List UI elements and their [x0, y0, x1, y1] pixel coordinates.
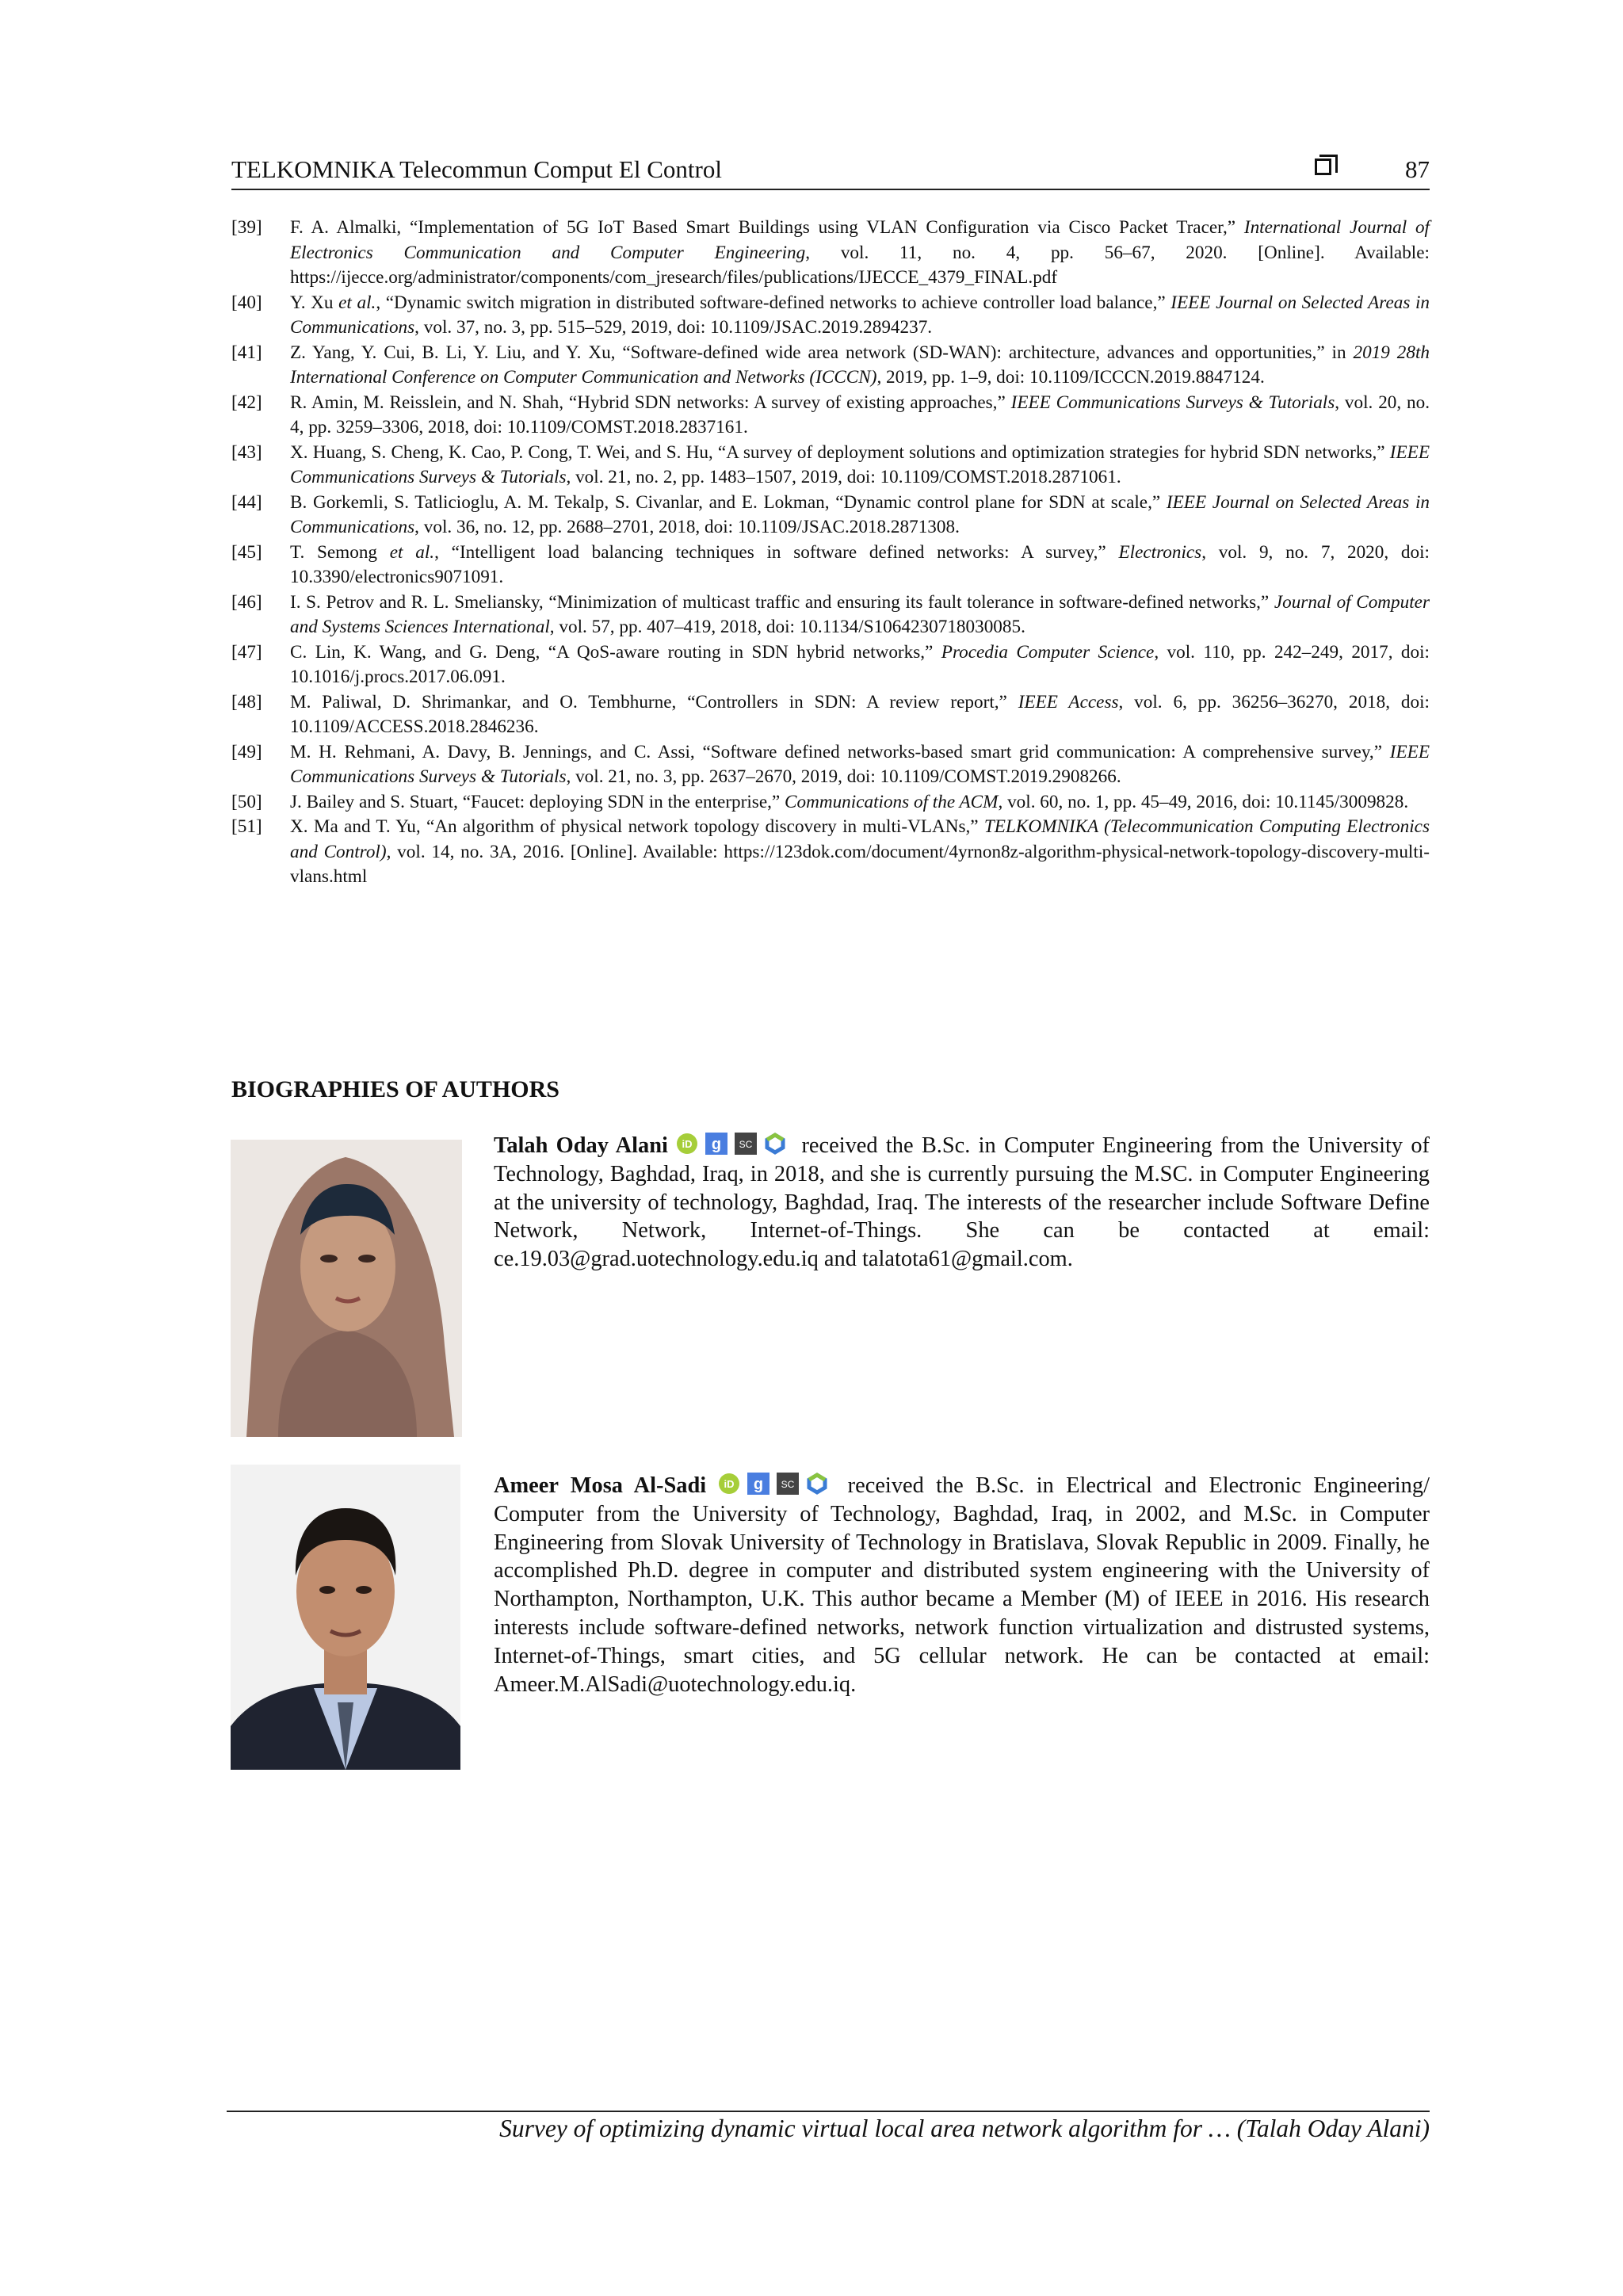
- reference-text: , vol. 21, no. 2, pp. 1483–1507, 2019, doi: 10.1109/COMST.2018.2871061.: [566, 467, 1121, 487]
- reference-text: M. H. Rehmani, A. Davy, B. Jennings, and C. Assi, “Software defined networks-based smart grid communication: A comprehensive survey,”: [290, 741, 1390, 762]
- reference-venue: International Journal of Electronics Communication and Computer Engineering: [290, 217, 1430, 263]
- reference-text: , vol. 14, no. 3A, 2016. [Online]. Available: https://123dok.com/document/4yrnon8z-algorithm-physical-network-topology-discovery-multi-vlans.html: [290, 841, 1430, 887]
- reference-text: , vol. 110, pp. 242–249, 2017, doi: 10.1016/j.procs.2017.06.091.: [290, 641, 1430, 687]
- reference-number: [50]: [231, 791, 262, 812]
- reference-text: , vol. 60, no. 1, pp. 45–49, 2016, doi: 10.1145/3009828.: [998, 791, 1409, 812]
- box-icon: [1315, 159, 1331, 175]
- reference-item: [231, 441, 1430, 491]
- author-photo-talah: [231, 1140, 462, 1437]
- reference-venue: et al.: [338, 292, 376, 313]
- reference-number: [47]: [231, 641, 262, 663]
- reference-item: [231, 341, 1430, 391]
- google-scholar-icon[interactable]: [705, 1133, 727, 1155]
- reference-item: [231, 291, 1430, 341]
- reference-venue: Journal of Computer and Systems Sciences International: [290, 591, 1430, 637]
- reference-item: [231, 491, 1430, 541]
- reference-item: [231, 740, 1430, 790]
- running-footer: Survey of optimizing dynamic virtual local area network algorithm for … (Talah Oday Alani): [499, 2115, 1430, 2142]
- reference-venue: Electronics: [1118, 541, 1202, 563]
- page-number: 87: [1405, 155, 1430, 183]
- reference-text: J. Bailey and S. Stuart, “Faucet: deploying SDN in the enterprise,”: [290, 791, 785, 812]
- scopus-icon[interactable]: [777, 1473, 799, 1495]
- reference-text: C. Lin, K. Wang, and G. Deng, “A QoS-aware routing in SDN hybrid networks,”: [290, 641, 941, 663]
- reference-item: [231, 590, 1430, 640]
- reference-item: [231, 790, 1430, 816]
- reference-number: [42]: [231, 392, 262, 413]
- biographies-heading: BIOGRAPHIES OF AUTHORS: [231, 1076, 559, 1102]
- reference-item: [231, 541, 1430, 590]
- orcid-icon[interactable]: [676, 1133, 698, 1155]
- reference-text: X. Huang, S. Cheng, K. Cao, P. Cong, T. Wei, and S. Hu, “A survey of deployment solutions and optimization strategies for hybrid SDN networks,”: [290, 441, 1390, 463]
- reference-item: [231, 690, 1430, 740]
- author-bio-text: received the B.Sc. in Computer Engineering from the University of Technology, Baghdad, Iraq, in 2018, and she is currently pursuing the M.SC. in Computer Engineering at the university of technology, Baghdad, Iraq. The interests of the researcher include Software Define Network, Network, Internet-of-Things. She can be contacted at email: ce.19.03@grad.uotechnology.edu.iq and talatota61@gmail.com.: [494, 1133, 1430, 1272]
- svg-text:SC: SC: [781, 1479, 795, 1490]
- scopus-icon[interactable]: [735, 1133, 757, 1155]
- reference-venue: TELKOMNIKA (Telecommunication Computing Electronics and Control): [290, 816, 1430, 862]
- profile-icons: [676, 1133, 801, 1158]
- reference-text: , “Dynamic switch migration in distributed software-defined networks to achieve controller load balance,”: [376, 292, 1171, 313]
- reference-number: [46]: [231, 591, 262, 613]
- svg-text:g: g: [754, 1476, 764, 1493]
- svg-text:SC: SC: [739, 1139, 753, 1150]
- reference-venue: Communications of the ACM: [785, 791, 999, 812]
- reference-text: T. Semong: [290, 541, 390, 563]
- journal-title: TELKOMNIKA Telecommun Comput El Control: [231, 155, 722, 183]
- reference-number: [43]: [231, 441, 262, 463]
- reference-list: [231, 216, 1430, 890]
- author-portrait-2: [231, 1465, 460, 1770]
- reference-text: , vol. 57, pp. 407–419, 2018, doi: 10.1134/S1064230718030085.: [549, 617, 1025, 637]
- reference-item: [231, 391, 1430, 441]
- reference-item: [231, 216, 1430, 291]
- reference-text: M. Paliwal, D. Shrimankar, and O. Tembhurne, “Controllers in SDN: A review report,”: [290, 691, 1018, 712]
- author-bio-2: [494, 1472, 1430, 1698]
- reference-venue: IEEE Communications Surveys & Tutorials: [1010, 392, 1335, 413]
- reference-number: [40]: [231, 292, 262, 313]
- reference-number: [41]: [231, 342, 262, 363]
- reference-venue: IEEE Journal on Selected Areas in Communications: [290, 292, 1430, 338]
- page-header: [231, 152, 1430, 190]
- reference-text: , vol. 21, no. 3, pp. 2637–2670, 2019, doi: 10.1109/COMST.2019.2908266.: [566, 766, 1121, 787]
- reference-venue: IEEE Access: [1018, 691, 1119, 712]
- reference-number: [44]: [231, 491, 262, 513]
- publons-icon[interactable]: [806, 1473, 828, 1495]
- reference-text: , vol. 6, pp. 36256–36270, 2018, doi: 10.1109/ACCESS.2018.2846236.: [290, 691, 1430, 737]
- reference-venue: IEEE Journal on Selected Areas in Communications: [290, 491, 1430, 537]
- orcid-icon[interactable]: [718, 1473, 740, 1495]
- svg-text:g: g: [712, 1136, 722, 1153]
- reference-text: Y. Xu: [290, 292, 339, 313]
- reference-text: F. A. Almalki, “Implementation of 5G IoT Based Smart Buildings using VLAN Configuration via Cisco Packet Tracer,”: [290, 217, 1244, 238]
- reference-text: , vol. 36, no. 12, pp. 2688–2701, 2018, doi: 10.1109/JSAC.2018.2871308.: [414, 517, 960, 537]
- reference-number: [51]: [231, 816, 262, 837]
- author-portrait-1: [231, 1140, 462, 1437]
- reference-text: , 2019, pp. 1–9, doi: 10.1109/ICCCN.2019.8847124.: [876, 367, 1265, 388]
- reference-number: [45]: [231, 541, 262, 563]
- google-scholar-icon[interactable]: [747, 1473, 769, 1495]
- author-name: Talah Oday Alani: [494, 1133, 668, 1158]
- reference-text: B. Gorkemli, S. Tatlicioglu, A. M. Tekalp, S. Civanlar, and E. Lokman, “Dynamic control plane for SDN at scale,”: [290, 491, 1167, 513]
- svg-text:iD: iD: [682, 1138, 693, 1150]
- reference-text: , vol. 20, no. 4, pp. 3259–3306, 2018, doi: 10.1109/COMST.2018.2837161.: [290, 392, 1430, 437]
- reference-text: R. Amin, M. Reisslein, and N. Shah, “Hybrid SDN networks: A survey of existing approaches,”: [290, 392, 1011, 413]
- reference-number: [48]: [231, 691, 262, 712]
- reference-text: , vol. 37, no. 3, pp. 515–529, 2019, doi: 10.1109/JSAC.2019.2894237.: [414, 317, 933, 338]
- reference-text: , vol. 11, no. 4, pp. 56–67, 2020. [Online]. Available: https://ijecce.org/administrator/components/com_jresearch/files/publications/IJECCE_4379_FINAL.pdf: [290, 242, 1430, 288]
- reference-text: I. S. Petrov and R. L. Smeliansky, “Minimization of multicast traffic and ensuring its fault tolerance in software-defined networks,”: [290, 591, 1274, 613]
- author-bio-text: received the B.Sc. in Electrical and Electronic Engineering/ Computer from the University of Technology, Baghdad, Iraq, in 2002, and M.Sc. in Computer Engineering from Slovak University of Technology in Bratislava, Slovak Republic in 2009. Finally, he accomplished Ph.D. degree in computer and distributed system engineering with the University of Northampton, Northampton, U.K. This author became a Member (M) of IEEE in 2016. His research interests include software-defined networks, network function virtualization and distrusted systems, Internet-of-Things, smart cities, and 5G cellular network. He can be contacted at email: Ameer.M.AlSadi@uotechnology.edu.iq.: [494, 1473, 1430, 1697]
- reference-venue: 2019 28th International Conference on Computer Communication and Networks (ICCCN): [290, 342, 1430, 388]
- publons-icon[interactable]: [764, 1133, 786, 1155]
- reference-number: [39]: [231, 217, 262, 238]
- reference-text: Z. Yang, Y. Cui, B. Li, Y. Liu, and Y. Xu, “Software-defined wide area network (SD-WAN): architecture, advances and opportunities,” in: [290, 342, 1354, 363]
- reference-venue: Procedia Computer Science: [941, 641, 1155, 663]
- reference-text: , “Intelligent load balancing techniques in software defined networks: A survey,”: [434, 541, 1119, 563]
- reference-text: , vol. 9, no. 7, 2020, doi: 10.3390/electronics9071091.: [290, 541, 1430, 587]
- reference-venue: IEEE Communications Surveys & Tutorials: [290, 441, 1430, 487]
- author-photo-ameer: [231, 1465, 460, 1770]
- svg-text:iD: iD: [724, 1478, 735, 1490]
- reference-text: X. Ma and T. Yu, “An algorithm of physical network topology discovery in multi-VLANs,”: [290, 816, 984, 837]
- author-bio-1: [494, 1132, 1430, 1274]
- reference-venue: et al.: [389, 541, 435, 563]
- footer-rule: [227, 2111, 1430, 2112]
- reference-item: [231, 640, 1430, 690]
- reference-venue: IEEE Communications Surveys & Tutorials: [290, 741, 1430, 787]
- reference-item: [231, 815, 1430, 890]
- profile-icons: [718, 1473, 847, 1498]
- author-name: Ameer Mosa Al-Sadi: [494, 1473, 707, 1498]
- reference-number: [49]: [231, 741, 262, 762]
